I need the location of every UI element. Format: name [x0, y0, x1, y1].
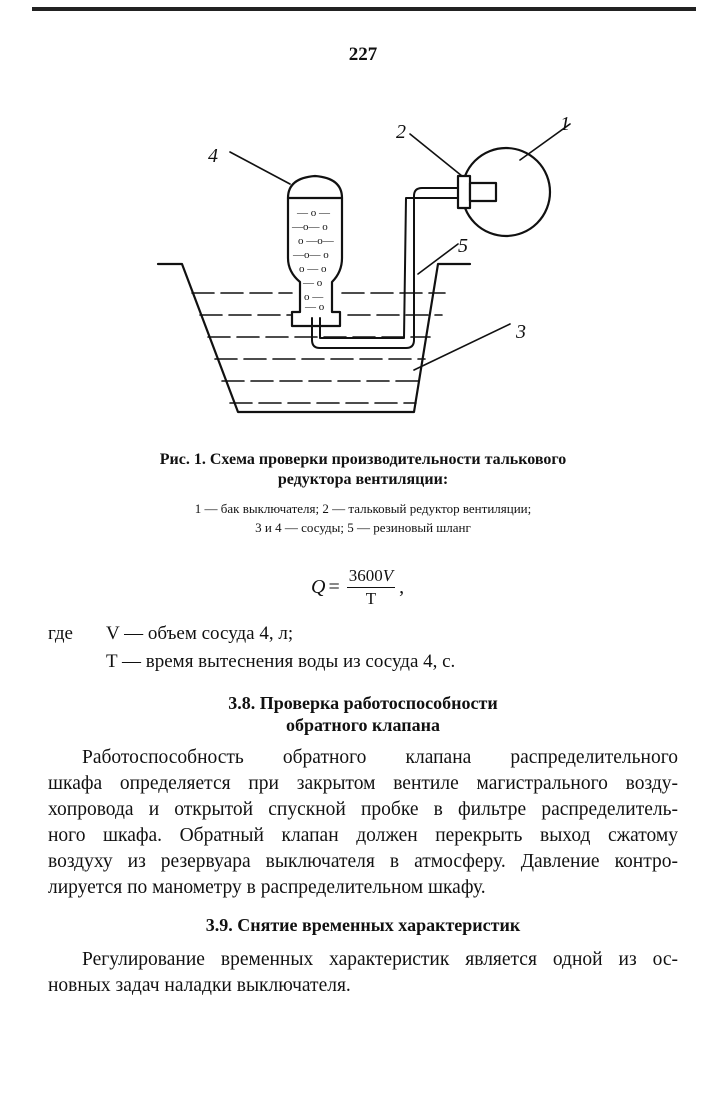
figure-caption-title: Рис. 1. Схема проверки производительности талькового редуктора вентиляции:	[159, 451, 567, 488]
paragraph-line: ного шкафа. Обратный клапан должен перекрыть выход сжатому	[48, 825, 678, 846]
svg-text:o —: o —	[304, 291, 324, 303]
svg-text:— o: — o	[305, 301, 325, 313]
svg-text:—o— o: —o— o	[293, 249, 329, 261]
formula-fraction	[347, 566, 395, 609]
section-3-9-title: 3.9. Снятие временных характеристик	[205, 915, 521, 935]
formula	[311, 566, 404, 609]
where-row: V — объем сосуда 4, л;	[106, 623, 294, 644]
section-3-8-paragraph	[48, 745, 678, 901]
where-row: T — время вытеснения воды из сосуда 4, с.	[106, 651, 456, 672]
svg-text:— o —: — o —	[297, 207, 330, 219]
label-1: 1	[560, 113, 570, 135]
label-5: 5	[458, 235, 468, 257]
section-3-9-paragraph	[48, 947, 678, 999]
reducer-2	[458, 176, 470, 208]
paragraph-line: воздуху из резервуара выключателя в атмосферу. Давление контро-	[48, 851, 678, 872]
variables-legend	[48, 620, 455, 676]
formula-trail: ,	[399, 576, 405, 598]
label-2: 2	[396, 121, 406, 143]
paragraph-line: хопровода и открытой спускной пробке в фильтре распределитель-	[48, 799, 678, 820]
formula-lhs: Q	[311, 576, 326, 598]
formula-denominator: T	[365, 589, 377, 608]
paragraph-line: Работоспособность обратного клапана распределительного	[82, 747, 678, 768]
formula-eq: =	[328, 576, 340, 598]
hose-5	[312, 188, 462, 348]
label-3: 3	[516, 321, 526, 343]
paragraph-line: шкафа определяется при закрытом вентиле магистрального возду-	[48, 773, 678, 794]
page-number: 227	[348, 44, 378, 65]
svg-text:—o— o: —o— o	[292, 221, 328, 233]
paragraph-line: лируется по манометру в распределительном шкафу.	[48, 877, 486, 898]
paragraph-line: Регулирование временных характеристик является одной из ос-	[82, 949, 678, 970]
top-rule	[32, 7, 696, 11]
formula-numerator: 3600V	[347, 566, 395, 588]
section-3-8-title: 3.8. Проверка работоспособности обратного клапана	[228, 693, 498, 735]
svg-text:— o: — o	[303, 277, 323, 289]
figure-diagram	[140, 112, 580, 422]
svg-text:o —o—: o —o—	[298, 235, 334, 247]
paragraph-line: новных задач наладки выключателя.	[48, 975, 351, 996]
bubbles	[291, 207, 335, 313]
where-intro: где	[48, 623, 73, 644]
svg-text:o — o: o — o	[299, 263, 327, 275]
figure-caption-legend: 1 — бак выключателя; 2 — тальковый редуктор вентиляции; 3 и 4 — сосуды; 5 — резиновый шланг	[194, 501, 532, 535]
label-4: 4	[208, 145, 218, 167]
